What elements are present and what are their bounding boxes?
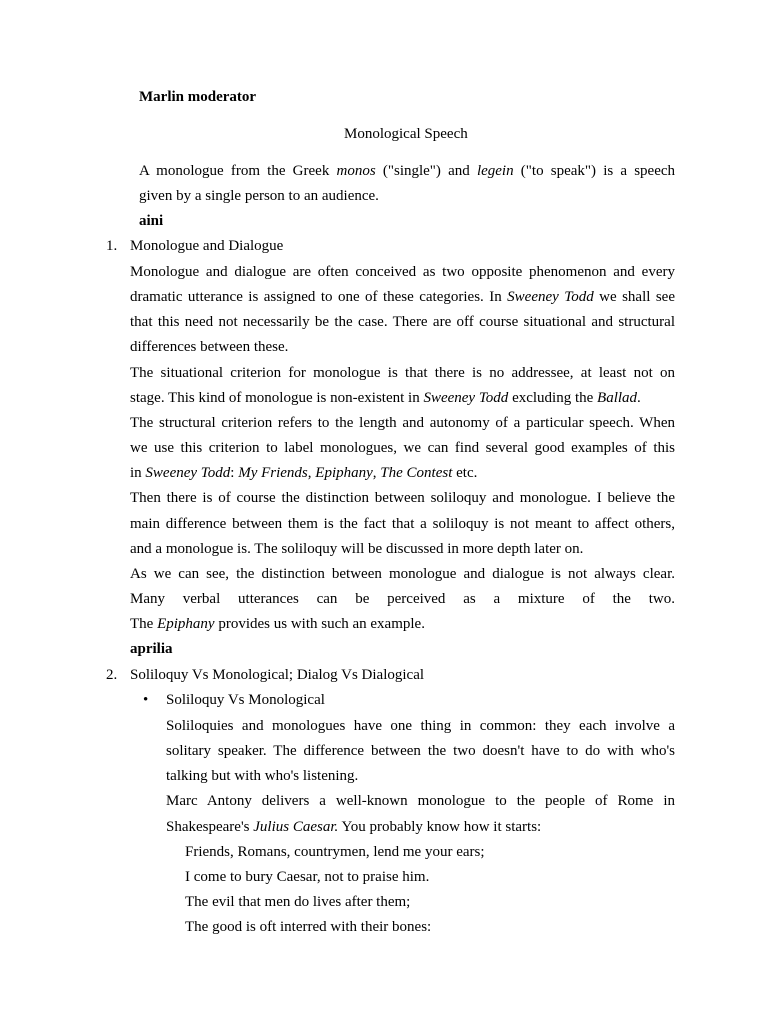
section-2-heading: Soliloquy Vs Monological; Dialog Vs Dialogical: [130, 667, 425, 683]
quote-line-2: I come to bury Caesar, not to praise him.: [185, 869, 430, 885]
section-1-heading: Monologue and Dialogue: [130, 238, 284, 254]
document-title: Monological Speech: [344, 126, 468, 142]
s2-p2-line-1: Marc Antony delivers a well-known monologue to the people of Rome in: [166, 793, 675, 809]
section-1-number: 1.: [106, 238, 118, 254]
s1-p1-line-2: dramatic utterance is assigned to one of these categories. In Sweeney Todd we shall see: [130, 289, 675, 305]
intro-line-1: A monologue from the Greek monos ("single") and legein ("to speak") is a speech: [139, 163, 676, 179]
s1-p3-line-1: The structural criterion refers to the length and autonomy of a particular speech. When: [130, 415, 675, 431]
speaker-aprilia: aprilia: [130, 641, 173, 657]
moderator-label: Marlin moderator: [139, 89, 257, 105]
s2-p1-line-3: talking but with who's listening.: [166, 768, 359, 784]
s2-p2-line-2: Shakespeare's Julius Caesar. You probably know how it starts:: [166, 819, 542, 835]
s1-p1-line-1: Monologue and dialogue are often conceived as two opposite phenomenon and every: [130, 264, 675, 280]
s1-p3-line-2: we use this criterion to label monologues, we can find several good examples of this: [130, 440, 675, 456]
quote-line-4: The good is oft interred with their bones:: [185, 919, 432, 935]
s1-p5-line-3: The Epiphany provides us with such an example.: [130, 616, 425, 632]
s1-p1-line-3: that this need not necessarily be the case. There are off course situational and structural: [130, 314, 675, 330]
s2-p1-line-2: solitary speaker. The difference between the two doesn't have to do with who's: [166, 743, 675, 759]
s1-p2-line-1: The situational criterion for monologue is that there is no addressee, at least not on: [130, 365, 675, 381]
sub-heading: Soliloquy Vs Monological: [166, 692, 325, 708]
s1-p4-line-2: main difference between them is the fact that a soliloquy is not meant to affect others,: [130, 516, 675, 532]
bullet-icon: •: [143, 692, 149, 708]
s2-p1-line-1: Soliloquies and monologues have one thing in common: they each involve a: [166, 718, 675, 734]
quote-line-3: The evil that men do lives after them;: [185, 894, 411, 910]
s1-p5-line-1: As we can see, the distinction between monologue and dialogue is not always clear.: [130, 566, 675, 582]
speaker-aini: aini: [139, 213, 164, 229]
intro-line-2: given by a single person to an audience.: [139, 188, 379, 204]
section-2-number: 2.: [106, 667, 118, 683]
s1-p2-line-2: stage. This kind of monologue is non-existent in Sweeney Todd excluding the Ballad.: [130, 390, 641, 406]
s1-p4-line-3: and a monologue is. The soliloquy will be discussed in more depth later on.: [130, 541, 584, 557]
s1-p5-line-2: Many verbal utterances can be perceived as a mixture of the two.: [130, 591, 675, 607]
s1-p1-line-4: differences between these.: [130, 339, 289, 355]
s1-p3-line-3: in Sweeney Todd: My Friends, Epiphany, The Contest etc.: [130, 465, 478, 481]
quote-line-1: Friends, Romans, countrymen, lend me your ears;: [185, 844, 485, 860]
s1-p4-line-1: Then there is of course the distinction between soliloquy and monologue. I believe the: [130, 490, 675, 506]
